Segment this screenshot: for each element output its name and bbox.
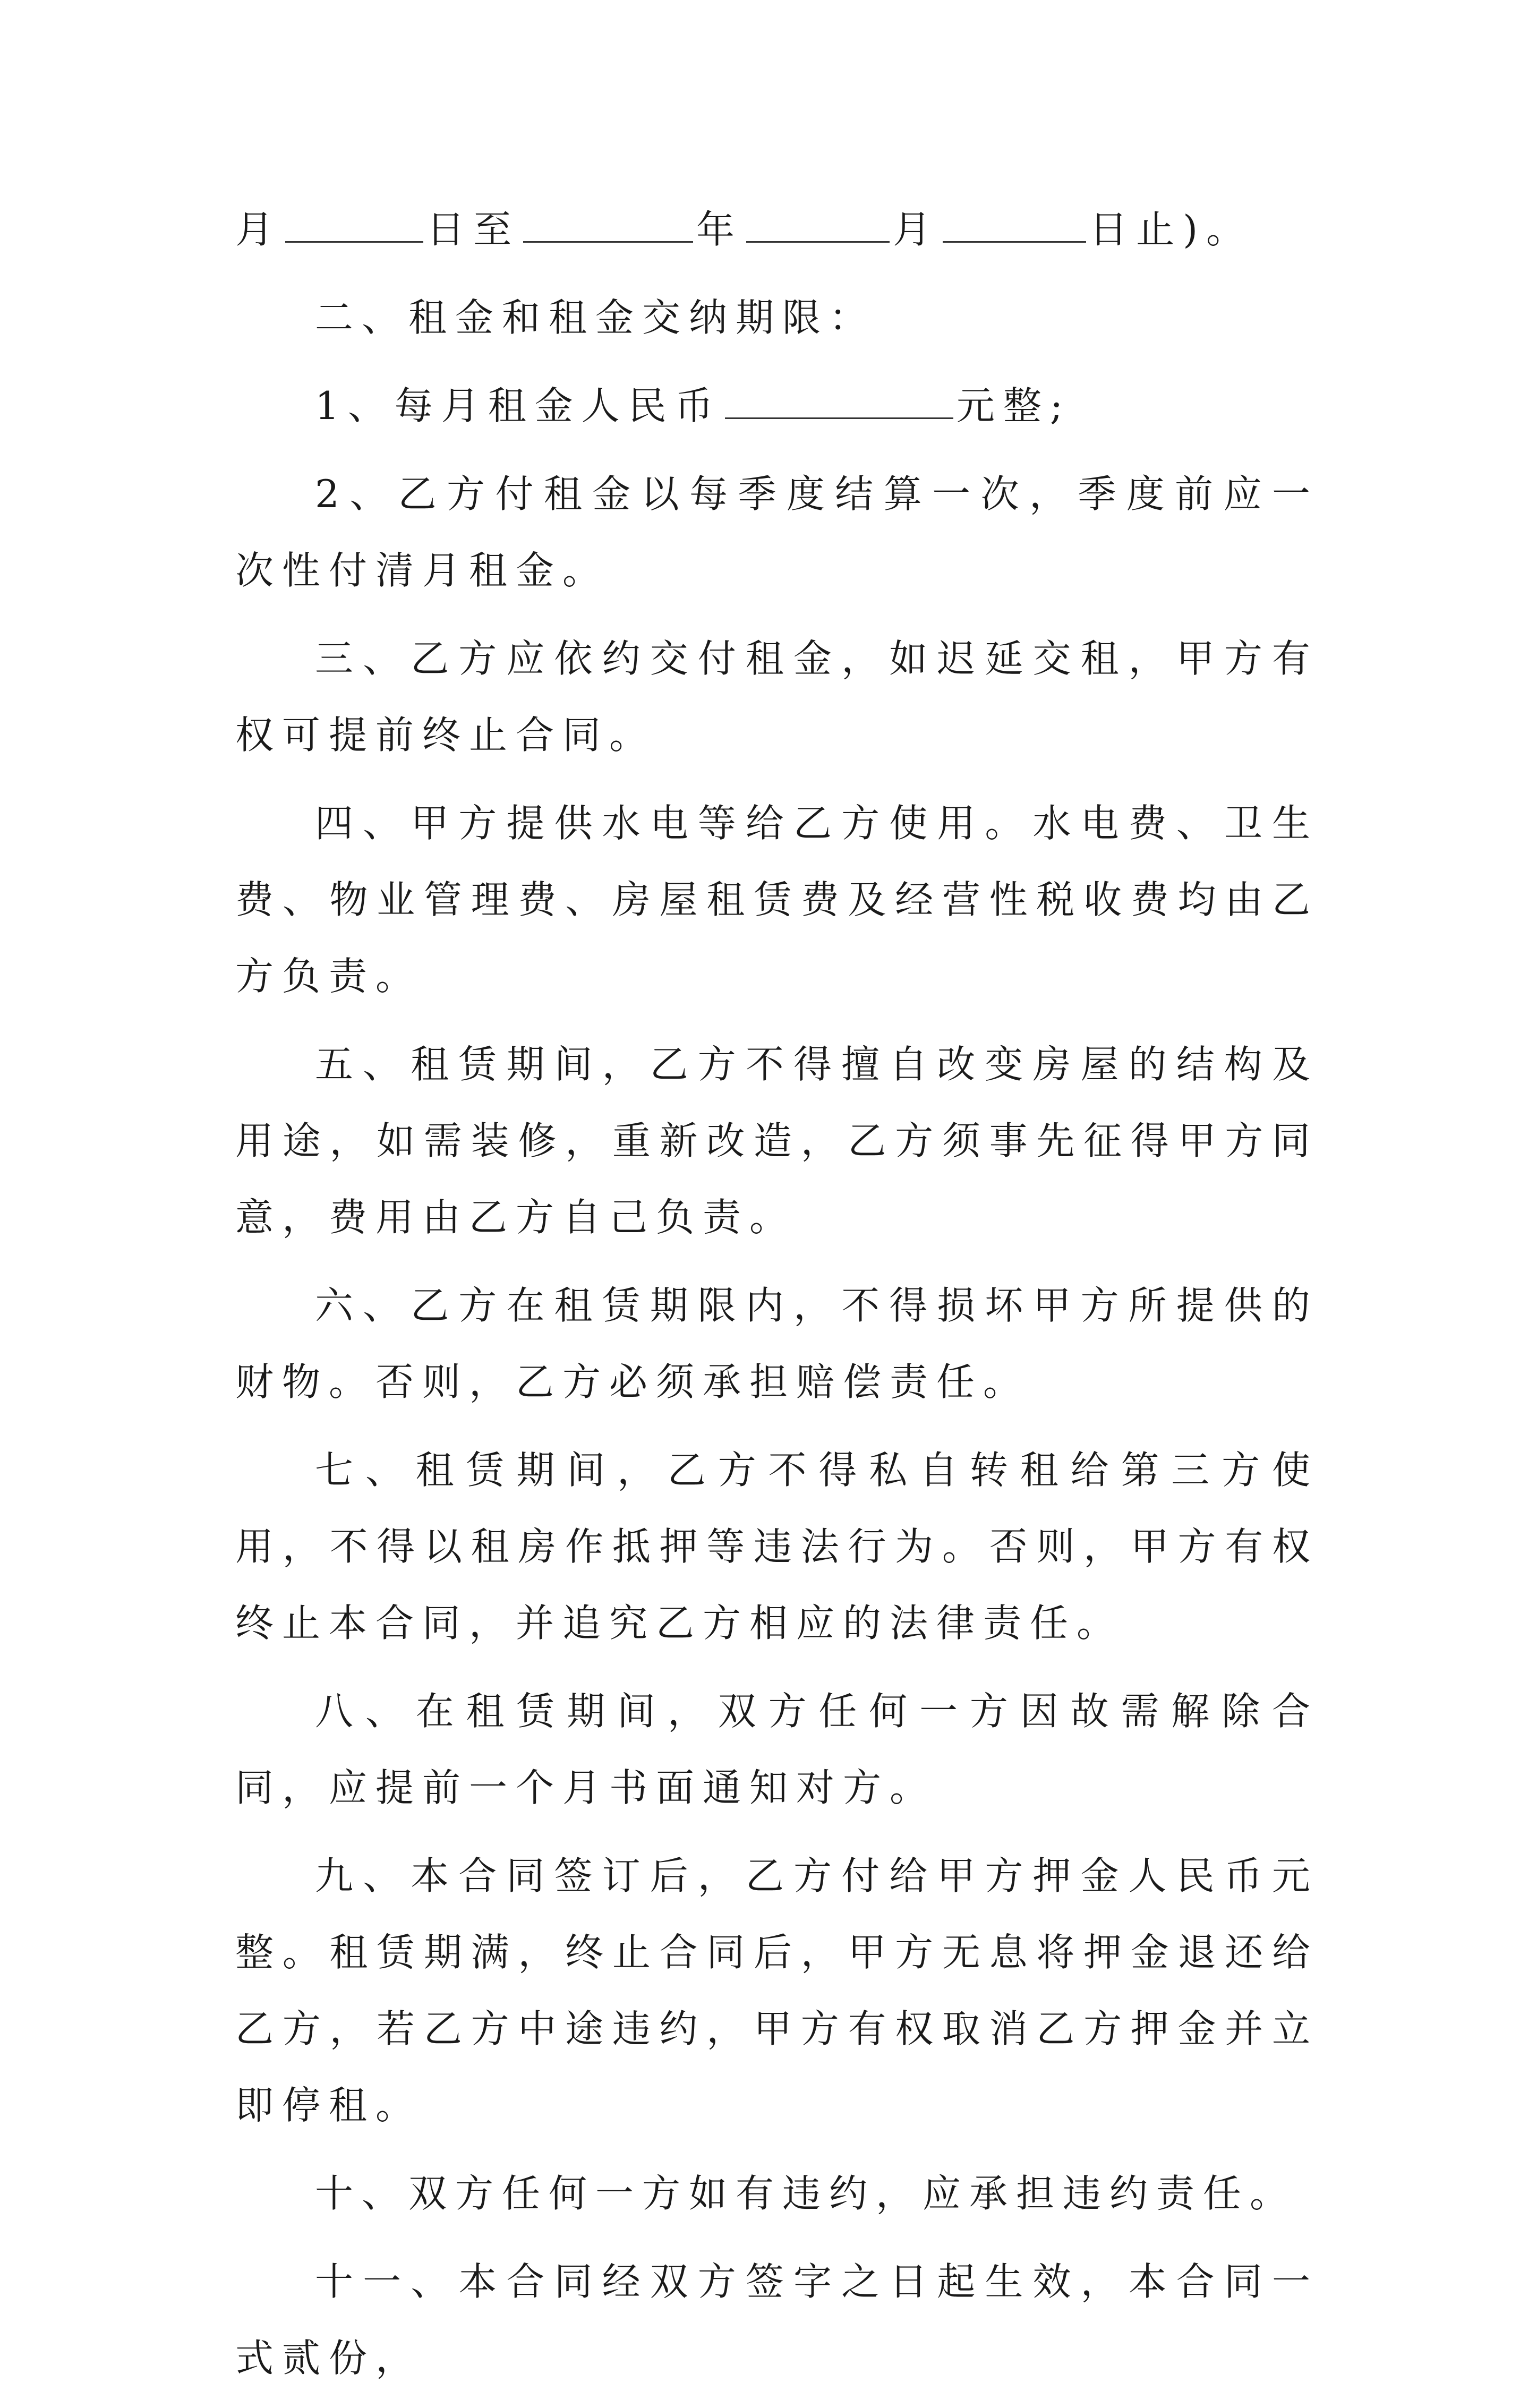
text-day-to: 日至 [426, 207, 520, 252]
document-body [235, 191, 1319, 2408]
text-month: 月 [235, 207, 283, 252]
clause-2-item-1 [235, 368, 1319, 444]
clause-6: 六、乙方在租赁期限内，不得损坏甲方所提供的财物。否则，乙方必须承担赔偿责任。 [235, 1283, 1319, 1404]
blank-rent-amount [725, 375, 953, 419]
clause-4: 四、甲方提供水电等给乙方使用。水电费、卫生费、物业管理费、房屋租赁费及经营性税收费均由乙方负责。 [235, 801, 1319, 998]
clause-11: 十一、本合同经双方签字之日起生效，本合同一式贰份， [235, 2259, 1319, 2380]
clause-8: 八、在租赁期间，双方任何一方因故需解除合同，应提前一个月书面通知对方。 [235, 1689, 1319, 1810]
rent-amount-label: 1、每月租金人民币 [315, 383, 722, 428]
clause-5: 五、租赁期间，乙方不得擅自改变房屋的结构及用途，如需装修，重新改造，乙方须事先征得甲方同意，费用由乙方自己负责。 [235, 1042, 1319, 1240]
clause-2-item-2: 2、乙方付租金以每季度结算一次，季度前应一次性付清月租金。 [235, 472, 1319, 593]
clause-9: 九、本合同签订后，乙方付给甲方押金人民币元整。租赁期满，终止合同后，甲方无息将押金退还给乙方，若乙方中途违约，甲方有权取消乙方押金并立即停租。 [235, 1854, 1319, 2128]
blank-year [523, 199, 693, 243]
blank-month-end [746, 199, 890, 243]
blank-day-end [943, 199, 1086, 243]
clause-7: 七、租赁期间，乙方不得私自转租给第三方使用，不得以租房作抵押等违法行为。否则，甲方有权终止本合同，并追究乙方相应的法律责任。 [235, 1448, 1319, 1645]
clause-10: 十、双方任何一方如有违约，应承担违约责任。 [315, 2171, 1297, 2216]
clause-2-title: 二、租金和租金交纳期限： [315, 295, 876, 340]
blank-month [285, 199, 423, 243]
text-year: 年 [696, 207, 744, 252]
text-day-end: 日止)。 [1089, 207, 1253, 252]
rent-amount-suffix: 元整; [956, 383, 1072, 428]
text-month-end: 月 [893, 207, 940, 252]
clause-3: 三、乙方应依约交付租金，如迟延交租，甲方有权可提前终止合同。 [235, 636, 1319, 757]
lease-term-line [235, 191, 1319, 268]
